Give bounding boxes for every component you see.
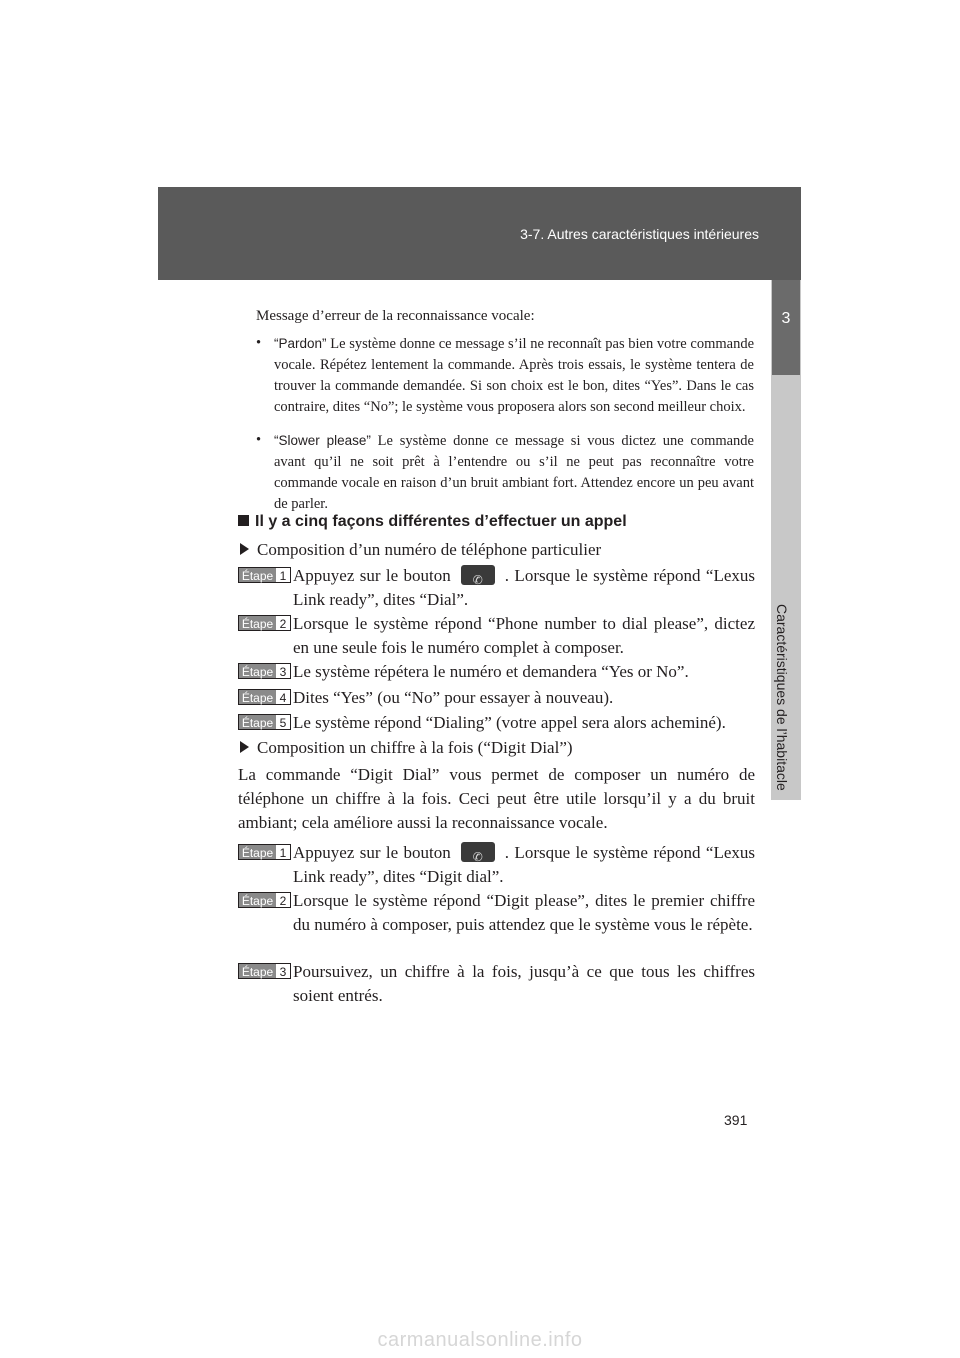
error-bullet — [256, 333, 754, 418]
step-item — [238, 612, 755, 660]
triangle-bullet-icon — [240, 741, 249, 753]
step-text: Appuyez sur le bouton — [293, 566, 451, 585]
method-title: Composition d’un numéro de téléphone particulier — [257, 540, 602, 559]
bullet-term: “Slower please” — [274, 433, 371, 448]
method-heading — [238, 738, 573, 758]
method-heading — [238, 540, 601, 560]
step-item — [238, 889, 755, 937]
chapter-number-box — [772, 280, 800, 375]
error-title: Message d’erreur de la reconnaissance vocale: — [256, 308, 535, 324]
step-item — [238, 841, 755, 889]
bullet-dot: • — [256, 335, 262, 351]
step-text: Appuyez sur le bouton — [293, 843, 451, 862]
step-text: Lorsque le système répond “Digit please”, dites le premier chiffre du numéro à composer, puis attendez que le système vous le répète. — [293, 891, 755, 934]
step-item — [238, 960, 755, 1008]
phone-button-icon: ✆ — [461, 842, 495, 862]
chapter-number: 3 — [781, 310, 791, 327]
square-bullet-icon — [238, 515, 249, 526]
step-badge: Étape 1 — [238, 567, 291, 583]
header-title: 3-7. Autres caractéristiques intérieures — [520, 226, 759, 242]
chapter-label — [776, 604, 796, 804]
step-badge: Étape 4 — [238, 689, 291, 705]
step-badge: Étape 2 — [238, 615, 291, 631]
chapter-label-text: Caractéristiques de l’habitacle — [774, 604, 790, 791]
step-text: . Lorsque le système répond “Lexus Link ready”, dites “Dial”. — [293, 566, 756, 609]
intro-paragraph: La commande “Digit Dial” vous permet de composer un numéro de téléphone un chiffre à la fois. Ceci peut être utile lorsqu’il y a du bruit ambiant; cela améliore aussi la reconnaissance vocale. — [238, 765, 755, 832]
bullet-text: Le système donne ce message s’il ne reconnaît pas bien votre commande vocale. Répétez lentement la commande. Après trois essais, le système tentera de trouver la commande demandée. Si son choix est le bon, dites “Yes”. Dans le cas contraire, dites “No”; le système vous proposera alors son second meilleur choix. — [274, 336, 755, 415]
bullet-text: Le système donne ce message si vous dictez une commande avant qu’il ne soit prêt à l’entendre ou s’il ne peut pas reconnaître votre commande vocale en raison d’un bruit ambiant fort. Attendez encore un peu avant de parler. — [274, 433, 754, 512]
bullet-dot: • — [256, 432, 262, 448]
section-heading — [238, 513, 627, 531]
step-item — [238, 660, 755, 684]
step-item — [238, 711, 755, 735]
step-badge: Étape 3 — [238, 663, 291, 679]
watermark: carmanualsonline.info — [377, 1329, 583, 1351]
step-text: Lorsque le système répond “Phone number to dial please”, dictez en une seule fois le numéro complet à composer. — [293, 614, 755, 657]
method-title: Composition un chiffre à la fois (“Digit Dial”) — [257, 738, 573, 757]
step-text: Le système répond “Dialing” (votre appel sera alors acheminé). — [293, 713, 726, 732]
step-badge: Étape 2 — [238, 892, 291, 908]
step-text: Poursuivez, un chiffre à la fois, jusqu’à ce que tous les chiffres soient entrés. — [293, 962, 755, 1005]
triangle-bullet-icon — [240, 543, 249, 555]
step-badge: Étape 1 — [238, 844, 291, 860]
page-header — [158, 187, 801, 280]
step-text: . Lorsque le système répond “Lexus Link ready”, dites “Digit dial”. — [293, 843, 756, 886]
step-text: Dites “Yes” (ou “No” pour essayer à nouveau). — [293, 688, 614, 707]
bullet-term: “Pardon” — [274, 336, 327, 351]
phone-button-icon: ✆ — [461, 565, 495, 585]
step-text: Le système répétera le numéro et demandera “Yes or No”. — [293, 662, 689, 681]
step-badge: Étape 5 — [238, 714, 291, 730]
step-badge: Étape 3 — [238, 963, 291, 979]
page-number: 391 — [724, 1112, 748, 1128]
section-title: Il y a cinq façons différentes d’effectuer un appel — [255, 513, 627, 530]
step-item — [238, 564, 755, 612]
step-item — [238, 686, 755, 710]
error-bullet — [256, 430, 754, 515]
